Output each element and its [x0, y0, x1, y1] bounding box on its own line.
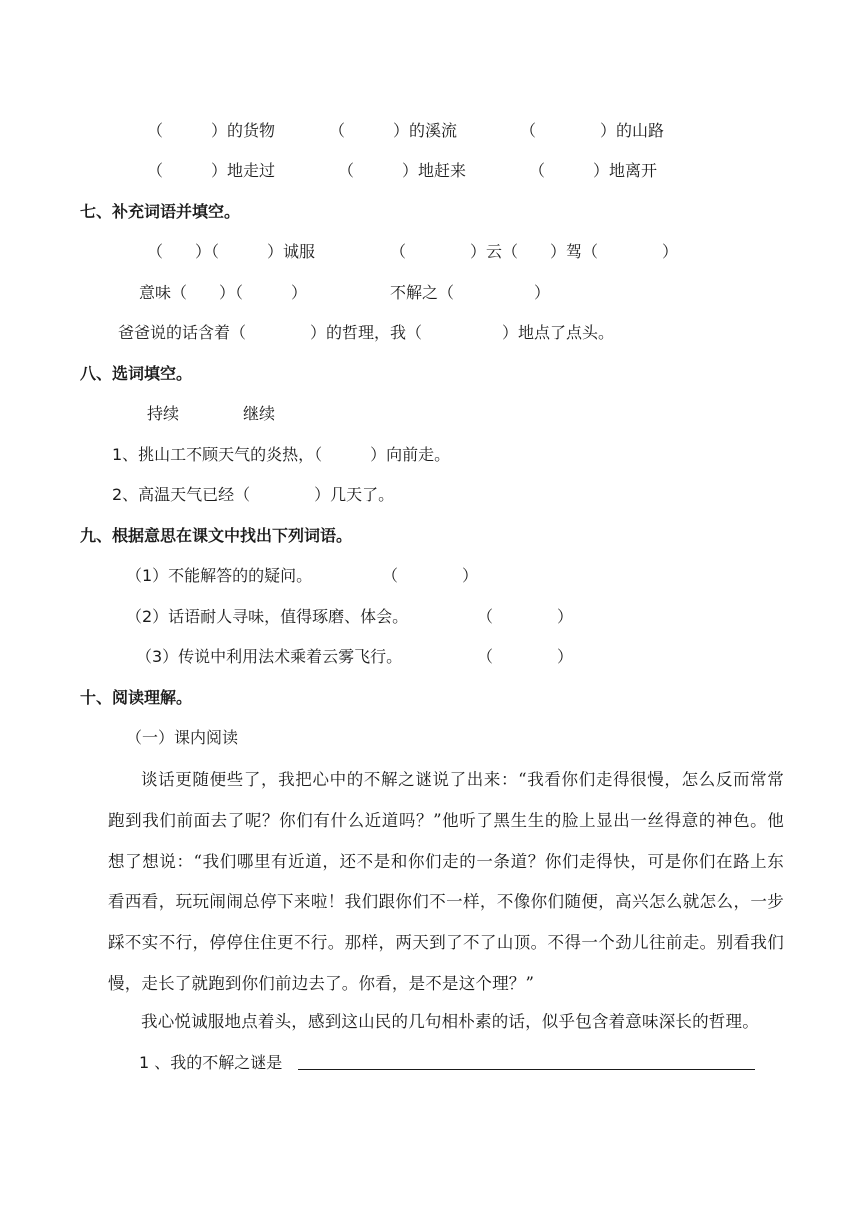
- s7-r2-c1: 意味（ ）（ ）: [139, 283, 308, 302]
- s9-item-3-blank: （ ）: [477, 647, 574, 666]
- s10-subheading: （一）课内阅读: [126, 728, 239, 747]
- section-8-heading: 八、选词填空。: [80, 364, 193, 383]
- s9-item-1-blank: （ ）: [382, 566, 479, 585]
- s9-item-1: （1）不能解答的的疑问。: [126, 566, 313, 585]
- s9-item-3: （3）传说中利用法术乘着云雾飞行。: [136, 647, 403, 666]
- s6-r1-c2: （ ）的溪流: [329, 121, 458, 140]
- s7-sentence: 爸爸说的话含着（ ）的哲理，我（ ）地点了点头。: [118, 323, 615, 342]
- s9-item-2: （2）话语耐人寻味，值得琢磨、体会。: [126, 607, 409, 626]
- s6-r2-c2: （ ）地赶来: [338, 161, 467, 180]
- section-10-heading: 十、阅读理解。: [80, 688, 193, 707]
- s9-item-2-blank: （ ）: [477, 607, 574, 626]
- s6-r2-c3: （ ）地离开: [529, 161, 658, 180]
- s8-word-2: 继续: [243, 404, 276, 423]
- s7-r2-c2: 不解之（ ）: [390, 283, 551, 302]
- s8-item-2: 2、高温天气已经（ ）几天了。: [112, 485, 395, 504]
- question-1-label: 1 、我的不解之谜是: [139, 1053, 283, 1072]
- s8-word-1: 持续: [147, 404, 180, 423]
- section-7-heading: 七、补充词语并填空。: [80, 202, 241, 221]
- question-1-answer-line[interactable]: [298, 1068, 755, 1070]
- reading-paragraph-1: 谈话更随便些了，我把心中的不解之谜说了出来：“我看你们走得很慢，怎么反而常常跑到我们前面去了呢？你们有什么近道吗？”他听了黑生生的脸上显出一丝得意的神色。他想了想说：“我们哪里有近道，还不是和你们走的一条道？你们走得快，可是你们在路上东看西看，玩玩闹闹总停下来啦！我们跟你们不一样，不像你们随便，高兴怎么就怎么，一步踩不实不行，停停住住更不行。那样，两天到了不了山顶。不得一个劲儿往前走。别看我们慢，走长了就跑到你们前边去了。你看，是不是这个理？”: [108, 770, 784, 993]
- s7-r1-c1: （ ）（ ）诚服: [147, 242, 316, 261]
- s6-r1-c1: （ ）的货物: [147, 121, 276, 140]
- s7-r1-c2: （ ）云（ ）驾（ ）: [390, 242, 679, 261]
- section-9-heading: 九、根据意思在课文中找出下列词语。: [80, 526, 353, 545]
- s6-r1-c3: （ ）的山路: [520, 121, 665, 140]
- s8-item-1: 1、挑山工不顾天气的炎热，（ ）向前走。: [112, 445, 451, 464]
- s6-r2-c1: （ ）地走过: [147, 161, 276, 180]
- reading-paragraph-2: 我心悦诚服地点着头，感到这山民的几句相朴素的话，似乎包含着意味深长的哲理。: [141, 1012, 759, 1031]
